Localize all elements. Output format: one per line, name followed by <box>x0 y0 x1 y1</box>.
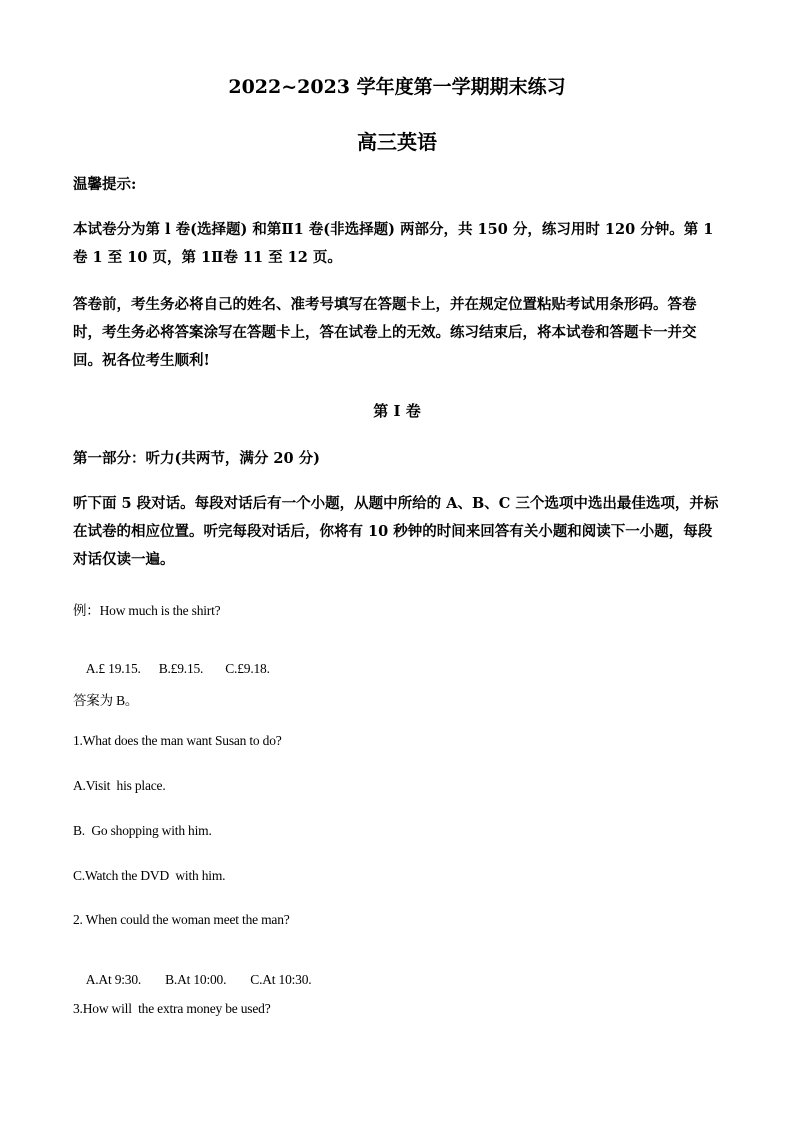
question-1-option-b: B. Go shopping with him. <box>73 823 212 838</box>
question-2-options <box>73 956 311 1004</box>
question-3: 3.How will the extra money be used? <box>73 1001 271 1016</box>
question-2-option-c: C.At 10:30. <box>250 972 312 987</box>
section-title: 第 I 卷 <box>373 402 421 420</box>
question-2-option-a: A.At 9:30. <box>85 972 142 987</box>
tip-label: 温馨提示: <box>73 176 137 193</box>
exam-title: 2022~2023 学年度第一学期期末练习 <box>228 76 566 98</box>
example-answer: 答案为 B。 <box>73 693 139 708</box>
example-option-c: C.£9.18. <box>225 661 270 676</box>
question-2: 2. When could the woman meet the man? <box>73 912 290 927</box>
question-1: 1.What does the man want Susan to do? <box>73 733 282 748</box>
example-question: 例：How much is the shirt? <box>73 603 221 618</box>
part-title: 第一部分：听力(共两节，满分 20 分) <box>73 450 320 467</box>
listening-instructions: 听下面 5 段对话。每段对话后有一个小题，从题中所给的 A、B、C 三个选项中选出最佳选项，并标在试卷的相应位置。听完每段对话后，你将有 10 秒钟的时间来回答有关小题和阅读下一小题，每段对话仅读一遍。 <box>73 495 719 568</box>
exam-subject: 高三英语 <box>357 130 437 154</box>
example-options <box>73 645 270 693</box>
question-1-option-a: A.Visit his place. <box>73 778 166 793</box>
example-option-b: B.£9.15. <box>158 661 204 676</box>
notice-paragraph: 答卷前，考生务必将自己的姓名、准考号填写在答题卡上，并在规定位置粘贴考试用条形码。答卷时，考生务必将答案涂写在答题卡上，答在试卷上的无效。练习结束后，将本试卷和答题卡一并交回。祝各位考生顺利! <box>73 296 697 369</box>
question-2-option-b: B.At 10:00. <box>165 972 227 987</box>
intro-paragraph: 本试卷分为第 l 卷(选择题) 和第Ⅱ1 卷(非选择题) 两部分，共 150 分，练习用时 120 分钟。第 1 卷 1 至 10 页，第 1Ⅱ卷 11 至 12 页。 <box>73 221 714 266</box>
question-1-option-c: C.Watch the DVD with him. <box>73 868 226 883</box>
example-option-a: A.£ 19.15. <box>85 661 141 676</box>
